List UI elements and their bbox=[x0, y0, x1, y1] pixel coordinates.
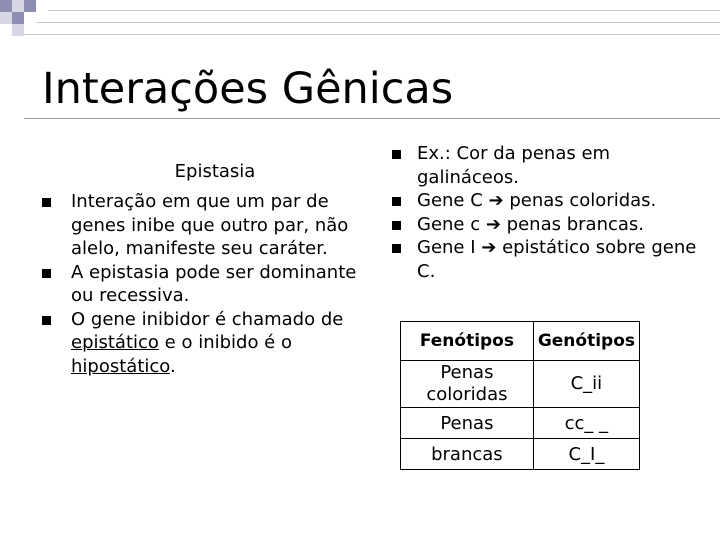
list-item-text bbox=[417, 237, 696, 282]
square-bullet-icon bbox=[392, 221, 401, 230]
slide-title: Interações Gênicas bbox=[42, 64, 454, 114]
table-header-row bbox=[401, 322, 640, 361]
header-line bbox=[0, 22, 720, 23]
table-cell: C_ii bbox=[533, 361, 639, 408]
square-bullet-icon bbox=[42, 269, 51, 278]
table-row bbox=[401, 439, 640, 470]
list-item-text: Interação em que um par de genes inibe que outro par, não alelo, manifeste seu caráter. bbox=[71, 191, 349, 259]
text-fragment: e o inibido é o bbox=[158, 332, 292, 353]
text-fragment: epistático sobre gene C. bbox=[417, 237, 697, 282]
square-icon bbox=[24, 12, 36, 24]
list-item bbox=[390, 236, 700, 283]
header-genotipos: Genótipos bbox=[533, 322, 639, 361]
epistasia-heading: Epistasia bbox=[174, 161, 256, 182]
list-item-text bbox=[417, 214, 644, 235]
arrow-right-icon: ➔ bbox=[485, 213, 501, 235]
square-icon bbox=[12, 12, 24, 24]
square-bullet-icon bbox=[392, 150, 401, 159]
underlined-term: hipostático bbox=[71, 355, 170, 377]
square-bullet-icon bbox=[42, 316, 51, 325]
list-item-text bbox=[417, 190, 656, 211]
arrow-right-icon: ➔ bbox=[488, 190, 504, 211]
header-line bbox=[0, 10, 720, 11]
decorative-header-bar bbox=[0, 0, 720, 46]
text-fragment: . bbox=[169, 355, 176, 377]
text-fragment: Gene c bbox=[417, 213, 486, 235]
text-fragment: penas coloridas. bbox=[503, 190, 657, 211]
list-item bbox=[390, 189, 700, 213]
table-cell: brancas bbox=[401, 439, 534, 470]
underlined-term: epistático bbox=[71, 332, 159, 353]
right-column bbox=[390, 142, 700, 283]
decorative-squares bbox=[0, 0, 60, 46]
left-column bbox=[40, 160, 370, 378]
square-bullet-icon bbox=[392, 244, 401, 253]
list-item bbox=[390, 142, 700, 189]
square-bullet-icon bbox=[392, 197, 401, 206]
header-line bbox=[0, 34, 720, 35]
table-cell: Penas coloridas bbox=[401, 361, 534, 408]
square-icon bbox=[24, 0, 36, 12]
square-icon bbox=[0, 0, 12, 12]
table-row bbox=[401, 408, 640, 439]
list-item bbox=[40, 308, 370, 379]
table-row bbox=[401, 361, 640, 408]
header-fenotipos: Fenótipos bbox=[401, 322, 534, 361]
list-item bbox=[390, 213, 700, 237]
left-bullet-list bbox=[40, 190, 370, 378]
genotype-table bbox=[400, 321, 640, 470]
list-item-text: Ex.: Cor da penas em galináceos. bbox=[417, 143, 611, 188]
arrow-right-icon: ➔ bbox=[481, 237, 497, 258]
square-icon bbox=[0, 12, 12, 24]
square-bullet-icon bbox=[42, 198, 51, 207]
text-fragment: Gene I bbox=[417, 237, 482, 258]
text-fragment: penas brancas. bbox=[500, 213, 645, 235]
table-cell: cc_ _ bbox=[533, 408, 639, 439]
right-bullet-list bbox=[390, 142, 700, 283]
table-cell: Penas bbox=[401, 408, 534, 439]
text-fragment: O gene inibidor é chamado de bbox=[71, 308, 344, 330]
square-icon bbox=[36, 0, 48, 12]
list-item bbox=[40, 190, 370, 261]
square-icon bbox=[0, 24, 12, 36]
list-item-text: A epistasia pode ser dominante ou recessiva. bbox=[71, 261, 357, 306]
title-divider bbox=[24, 118, 720, 119]
list-item-text bbox=[71, 309, 343, 377]
table-cell: C_I_ bbox=[533, 439, 639, 470]
square-icon bbox=[12, 24, 24, 36]
text-fragment: Gene C bbox=[417, 190, 489, 211]
square-icon bbox=[12, 0, 24, 12]
list-item bbox=[40, 261, 370, 308]
